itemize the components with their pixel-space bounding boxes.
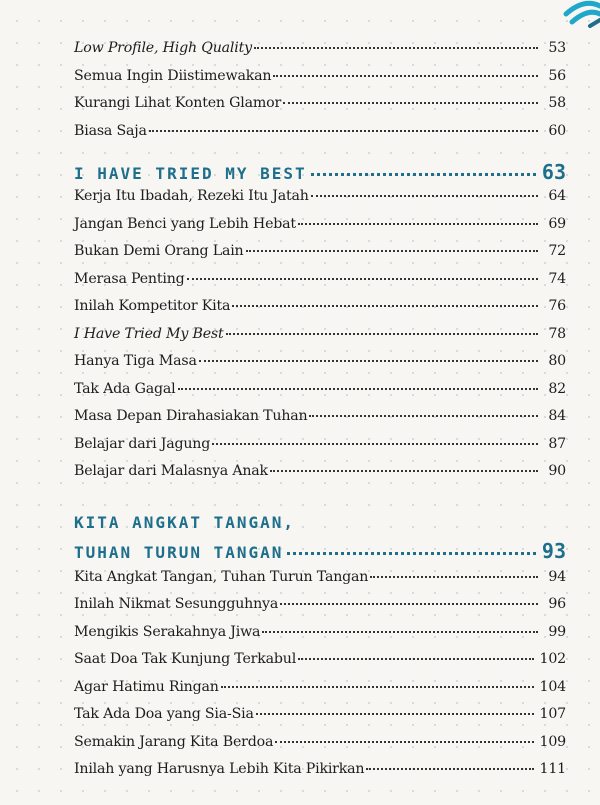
entry-page-number: 90 — [548, 463, 566, 479]
dot-leader — [178, 388, 539, 390]
dot-leader — [287, 552, 536, 555]
dot-leader — [270, 470, 538, 472]
entry-page-number: 53 — [548, 40, 566, 56]
toc-entry — [74, 624, 566, 652]
entry-page-number: 80 — [548, 353, 566, 369]
toc-entry — [74, 68, 566, 96]
dot-leader — [311, 173, 536, 176]
toc-entry — [74, 761, 566, 789]
entry-title: I Have Tried My Best — [74, 325, 224, 342]
dot-leader — [246, 250, 539, 252]
entry-page-number: 107 — [539, 706, 566, 722]
toc-entry — [74, 271, 566, 299]
toc-entry — [74, 651, 566, 679]
entry-page-number: 69 — [548, 215, 566, 232]
entry-page-number: 72 — [548, 243, 566, 259]
dot-leader — [309, 415, 538, 417]
toc-entry — [74, 298, 566, 326]
section-heading-line1: KITA ANGKAT TANGAN, — [74, 512, 296, 532]
toc-entry — [74, 381, 566, 409]
entry-page-number: 84 — [548, 408, 566, 424]
entry-title: Inilah yang Harusnya Lebih Kita Pikirkan — [74, 761, 365, 777]
section-heading-line2 — [74, 539, 566, 569]
entry-page-number: 87 — [548, 435, 566, 452]
dot-leader — [262, 631, 538, 633]
dot-leader — [273, 75, 538, 77]
section-page-number: 63 — [541, 160, 566, 184]
toc-group-2 — [74, 188, 566, 491]
dot-leader — [226, 333, 539, 335]
toc-entry — [74, 436, 566, 464]
entry-page-number: 96 — [548, 596, 566, 612]
toc-entry — [74, 734, 566, 762]
entry-title: Bukan Demi Orang Lain — [74, 243, 244, 259]
entry-page-number: 60 — [548, 122, 566, 139]
toc-entry — [74, 123, 566, 151]
dot-leader — [221, 686, 534, 688]
entry-page-number: 82 — [548, 380, 566, 397]
entry-page-number: 94 — [548, 568, 566, 585]
toc-entry — [74, 216, 566, 244]
section-heading-i-have-tried-my-best — [74, 160, 566, 188]
entry-title: Kurangi Lihat Konten Glamor — [74, 95, 282, 111]
dot-leader — [311, 195, 538, 197]
dot-leader — [370, 576, 538, 578]
entry-title: Jangan Benci yang Lebih Hebat — [74, 215, 296, 232]
entry-title: Low Profile, High Quality — [74, 40, 252, 56]
toc-group-1 — [74, 40, 566, 150]
toc-entry — [74, 40, 566, 68]
entry-page-number: 76 — [548, 298, 566, 314]
dot-leader — [256, 713, 534, 715]
entry-title: Semua Ingin Diistimewakan — [74, 67, 272, 84]
entry-page-number: 58 — [548, 95, 566, 111]
entry-page-number: 111 — [539, 761, 566, 777]
entry-title: Kerja Itu Ibadah, Rezeki Itu Jatah — [74, 188, 309, 204]
toc-entry — [74, 353, 566, 381]
toc-entry — [74, 326, 566, 354]
entry-page-number: 78 — [548, 325, 566, 342]
toc-entry — [74, 569, 566, 597]
entry-title: Biasa Saja — [74, 122, 147, 139]
entry-title: Saat Doa Tak Kunjung Terkabul — [74, 651, 297, 667]
toc-entry — [74, 463, 566, 491]
dot-leader — [280, 603, 538, 605]
section-page-number: 93 — [541, 538, 566, 563]
table-of-contents — [74, 40, 566, 789]
entry-title: Masa Depan Dirahasiakan Tuhan — [74, 408, 308, 424]
entry-page-number: 99 — [548, 623, 566, 640]
entry-title: Belajar dari Jagung — [74, 435, 211, 452]
entry-title: Tak Ada Gagal — [74, 380, 176, 397]
dot-leader — [275, 741, 533, 743]
dot-leader — [232, 305, 538, 307]
dot-leader — [199, 360, 538, 362]
toc-entry — [74, 188, 566, 216]
dot-leader — [283, 102, 538, 104]
toc-group-3 — [74, 569, 566, 789]
toc-entry — [74, 95, 566, 123]
entry-page-number: 102 — [539, 651, 566, 667]
entry-page-number: 56 — [548, 67, 566, 84]
entry-title: Tak Ada Doa yang Sia-Sia — [74, 706, 254, 722]
dot-leader — [212, 443, 538, 445]
dot-leader — [298, 658, 533, 660]
toc-entry — [74, 596, 566, 624]
toc-entry — [74, 243, 566, 271]
dot-leader — [254, 47, 538, 49]
entry-title: Hanya Tiga Masa — [74, 353, 197, 369]
corner-decoration — [560, 0, 600, 30]
entry-title: Semakin Jarang Kita Berdoa — [74, 733, 274, 750]
entry-page-number: 109 — [539, 733, 566, 750]
toc-entry — [74, 679, 566, 707]
section-title: TUHAN TURUN TANGAN — [74, 542, 284, 562]
dot-leader — [187, 278, 538, 280]
entry-page-number: 64 — [548, 188, 566, 204]
dot-leader — [298, 223, 538, 225]
toc-entry — [74, 706, 566, 734]
entry-title: Belajar dari Malasnya Anak — [74, 463, 268, 479]
dot-leader — [149, 130, 538, 132]
entry-page-number: 74 — [548, 270, 566, 287]
entry-page-number: 104 — [539, 678, 566, 695]
entry-title: Merasa Penting — [74, 270, 185, 287]
section-title: I HAVE TRIED MY BEST — [74, 164, 307, 183]
dot-leader — [366, 768, 533, 770]
entry-title: Kita Angkat Tangan, Tuhan Turun Tangan — [74, 568, 369, 585]
toc-entry — [74, 408, 566, 436]
entry-title: Agar Hatimu Ringan — [74, 678, 219, 695]
entry-title: Inilah Nikmat Sesungguhnya — [74, 596, 279, 612]
entry-title: Inilah Kompetitor Kita — [74, 298, 231, 314]
entry-title: Mengikis Serakahnya Jiwa — [74, 623, 261, 640]
